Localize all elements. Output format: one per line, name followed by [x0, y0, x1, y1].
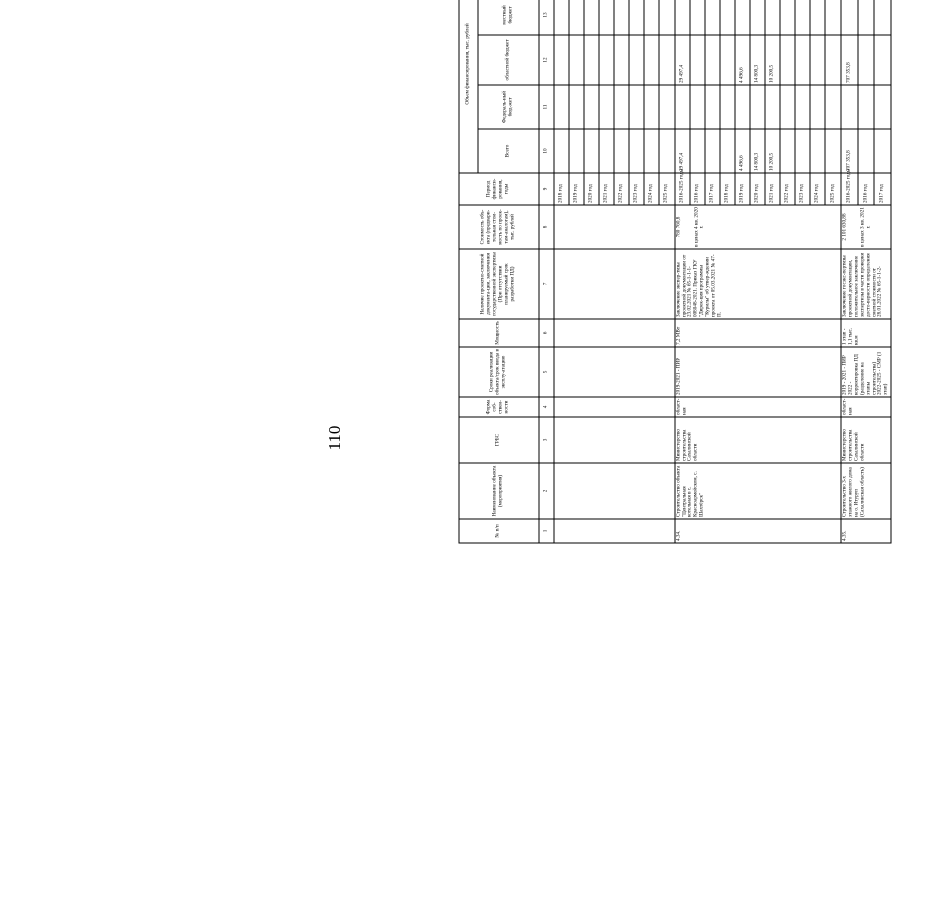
empty-cell: [644, 0, 659, 35]
regional-cell: [720, 35, 735, 85]
period-cell: 2017 год: [705, 173, 720, 205]
empty-cell: [614, 35, 629, 85]
hdr-period: Период финанси-рования, годы: [459, 173, 539, 205]
federal-cell: [874, 85, 891, 129]
total-cell: 10 200,5: [765, 129, 780, 173]
col-number: 5: [539, 347, 554, 397]
regional-cell: 10 200,5: [765, 35, 780, 85]
table-row: [675, 0, 690, 543]
federal-cell: [705, 85, 720, 129]
federal-cell: [841, 85, 858, 129]
local-cell: [795, 0, 810, 35]
col-number: 2: [539, 463, 554, 519]
empty-cell: [584, 35, 599, 85]
page-number: 110: [325, 425, 344, 451]
regional-cell: [690, 35, 705, 85]
object-power: 7,2 МВт: [675, 319, 841, 347]
empty-cell: [554, 129, 569, 173]
period-cell: 2021 год: [765, 173, 780, 205]
empty-cell: [614, 85, 629, 129]
empty-cell: [554, 347, 675, 397]
period-cell: 2020 год: [584, 173, 599, 205]
empty-cell: [614, 129, 629, 173]
object-name: Строительство 3-х этажного жилого дома на о. Итуруп (Сахалинская область): [841, 463, 892, 519]
total-cell: 707 353,8: [841, 129, 858, 173]
object-cost: [841, 205, 892, 249]
empty-cell: [554, 85, 569, 129]
hdr-docs: Наличие проектно-сметной документа-ции, заключения государственной экспертизы (При отсутствии планируемый срок разработки ПД): [459, 249, 539, 319]
period-cell: 2025 год: [825, 173, 840, 205]
regional-cell: 29 497,4: [675, 35, 690, 85]
empty-cell: [629, 85, 644, 129]
empty-cell: [629, 35, 644, 85]
period-cell: 2016 год: [858, 173, 875, 205]
local-cell: [705, 0, 720, 35]
period-cell: 2022 год: [780, 173, 795, 205]
local-cell: [841, 0, 858, 35]
period-cell: 2025 год: [659, 173, 674, 205]
regional-cell: [825, 35, 840, 85]
cost-note: в ценах 4 кв. 2020 г.: [693, 207, 705, 247]
object-number: 4.35.: [841, 519, 892, 543]
hdr-power: Мощность: [459, 319, 539, 347]
col-number: 1: [539, 519, 554, 543]
hdr-cost: Стоимость объ-екта (предвари-тельная стои-мость по проек-там-аналогам), тыс. рублей: [459, 205, 539, 249]
local-cell: [675, 0, 690, 35]
object-grbs: Министерство строительства Сахалинской области: [675, 417, 841, 463]
object-cost: [675, 205, 841, 249]
object-power: 1 этап - 1,1 тыс. кв.м: [841, 319, 892, 347]
regional-cell: [795, 35, 810, 85]
total-cell: [858, 129, 875, 173]
local-cell: [810, 0, 825, 35]
object-number: 4.34.: [675, 519, 841, 543]
total-cell: [874, 129, 891, 173]
period-cell: 2023 год: [629, 173, 644, 205]
rotated-page: [296, 0, 931, 600]
empty-cell: [554, 417, 675, 463]
hdr-form: Форма соб-ствен-ности: [459, 397, 539, 417]
object-4-34-rows: [675, 0, 841, 543]
hdr-name: Наименование объекта (мероприятия): [459, 463, 539, 519]
cost-value: 780 760,8: [675, 216, 682, 238]
period-cell: 2021 год: [599, 173, 614, 205]
col-number: 3: [539, 417, 554, 463]
total-cell: [780, 129, 795, 173]
table-row: [841, 0, 858, 543]
col-number: 7: [539, 249, 554, 319]
federal-cell: [795, 85, 810, 129]
period-cell: 2023 год: [795, 173, 810, 205]
regional-cell: 4 496,6: [735, 35, 750, 85]
object-form: област-ная: [841, 397, 892, 417]
period-cell: 2018 год: [720, 173, 735, 205]
period-cell: 2020 год: [750, 173, 765, 205]
regional-cell: [705, 35, 720, 85]
empty-cell: [569, 0, 584, 35]
empty-cell: [644, 35, 659, 85]
hdr-funding: Объем финансирования, тыс. рублей: [459, 0, 478, 173]
total-cell: 14 800,3: [750, 129, 765, 173]
empty-cell: [659, 35, 674, 85]
regional-cell: [780, 35, 795, 85]
col-number: 4: [539, 397, 554, 417]
empty-cell: [629, 129, 644, 173]
empty-cell: [554, 249, 675, 319]
total-cell: [690, 129, 705, 173]
hdr-total: Всего: [478, 129, 538, 173]
total-cell: [795, 129, 810, 173]
empty-cell: [554, 319, 675, 347]
col-number: 10: [539, 129, 554, 173]
empty-cell: [584, 85, 599, 129]
empty-cell: [599, 35, 614, 85]
empty-cell: [554, 35, 569, 85]
empty-cell: [569, 35, 584, 85]
empty-cell: [554, 397, 675, 417]
local-cell: [780, 0, 795, 35]
federal-cell: [810, 85, 825, 129]
period-cell: 2017 год: [874, 173, 891, 205]
federal-cell: [750, 85, 765, 129]
col-number: 8: [539, 205, 554, 249]
total-cell: [705, 129, 720, 173]
period-cell: 2019 год: [569, 173, 584, 205]
empty-cell: [629, 0, 644, 35]
empty-cell: [599, 129, 614, 173]
empty-cell: [554, 463, 675, 519]
hdr-loc: местный бюджет: [478, 0, 538, 35]
col-number: 12: [539, 35, 554, 85]
empty-cell: [614, 0, 629, 35]
empty-cell: [599, 85, 614, 129]
col-number: 13: [539, 0, 554, 35]
federal-cell: [858, 85, 875, 129]
regional-cell: [874, 35, 891, 85]
local-cell: [858, 0, 875, 35]
object-grbs: Министерство строительства Сахалинской области: [841, 417, 892, 463]
total-cell: 29 497,4: [675, 129, 690, 173]
total-cell: [825, 129, 840, 173]
local-cell: [735, 0, 750, 35]
empty-cell: [659, 0, 674, 35]
local-cell: [765, 0, 780, 35]
empty-cell: [584, 129, 599, 173]
local-cell: [690, 0, 705, 35]
hdr-n: № п/п: [459, 519, 539, 543]
period-cell: 2016 год: [690, 173, 705, 205]
local-cell: [825, 0, 840, 35]
federal-cell: [735, 85, 750, 129]
object-form: област-ная: [675, 397, 841, 417]
local-cell: [750, 0, 765, 35]
federal-cell: [675, 85, 690, 129]
financing-table: [459, 0, 892, 544]
period-cell: 2016-2025 годы: [675, 173, 690, 205]
local-cell: [874, 0, 891, 35]
col-number: 6: [539, 319, 554, 347]
object-name: Строительство объекта "Центральная котельная в с. Красноармейском, с. Шахтёрск": [675, 463, 841, 519]
empty-cell: [659, 129, 674, 173]
federal-cell: [720, 85, 735, 129]
total-cell: [810, 129, 825, 173]
period-cell: 2022 год: [614, 173, 629, 205]
period-cell: 2016-2025 годы: [841, 173, 858, 205]
hdr-fed: Федераль-ный бюд-жет: [478, 85, 538, 129]
previous-object-rows: [554, 0, 675, 543]
federal-cell: [825, 85, 840, 129]
federal-cell: [765, 85, 780, 129]
federal-cell: [690, 85, 705, 129]
period-cell: 2024 год: [644, 173, 659, 205]
col-number: 11: [539, 85, 554, 129]
cost-value: 2 101 630,88: [841, 213, 848, 241]
empty-cell: [584, 0, 599, 35]
regional-cell: [858, 35, 875, 85]
object-terms: 2019-2021 - ПИР: [675, 347, 841, 397]
empty-cell: [659, 85, 674, 129]
hdr-terms: Сроки реализации объекта/срок ввода в эксплу-атацию: [459, 347, 539, 397]
object-terms: 2019 - 2021 - ПИР 2022 - корректировка ПД (разделение на этапы строительства) 2022-2025 - СМР (1 этап): [841, 347, 892, 397]
local-cell: [720, 0, 735, 35]
regional-cell: [810, 35, 825, 85]
empty-cell: [644, 85, 659, 129]
table-row: [554, 0, 569, 543]
regional-cell: 14 800,3: [750, 35, 765, 85]
period-cell: 2018 год: [554, 173, 569, 205]
col-number: 9: [539, 173, 554, 205]
object-docs: Заключение госэкс-пертизы проектной документации, положительное заключение экспертизы в части проверки досто-верности определения сметной стоимости от 28.01.2022 № 65-1-1-2-: [841, 249, 892, 319]
empty-cell: [554, 0, 569, 35]
regional-cell: 707 353,8: [841, 35, 858, 85]
empty-cell: [644, 129, 659, 173]
cost-note: в ценах 3 кв. 2021 г.: [859, 207, 872, 247]
empty-cell: [569, 129, 584, 173]
hdr-grbs: ГРБС: [459, 417, 539, 463]
empty-cell: [569, 85, 584, 129]
empty-cell: [554, 519, 675, 543]
federal-cell: [780, 85, 795, 129]
empty-cell: [599, 0, 614, 35]
object-4-35-rows: [841, 0, 892, 543]
empty-cell: [554, 205, 675, 249]
period-cell: 2019 год: [735, 173, 750, 205]
total-cell: 4 496,6: [735, 129, 750, 173]
hdr-reg: областной бюджет: [478, 35, 538, 85]
total-cell: [720, 129, 735, 173]
period-cell: 2024 год: [810, 173, 825, 205]
object-docs: Заключение экспер-тизы проектной документации от 23.02.2021 № 65-1-1-1-008048-2021. Приказ ГКУ "Дирек-ция программы "Курилы" об утвер-ждении проекта от 05.03.2021 № 47-П.: [675, 249, 841, 319]
